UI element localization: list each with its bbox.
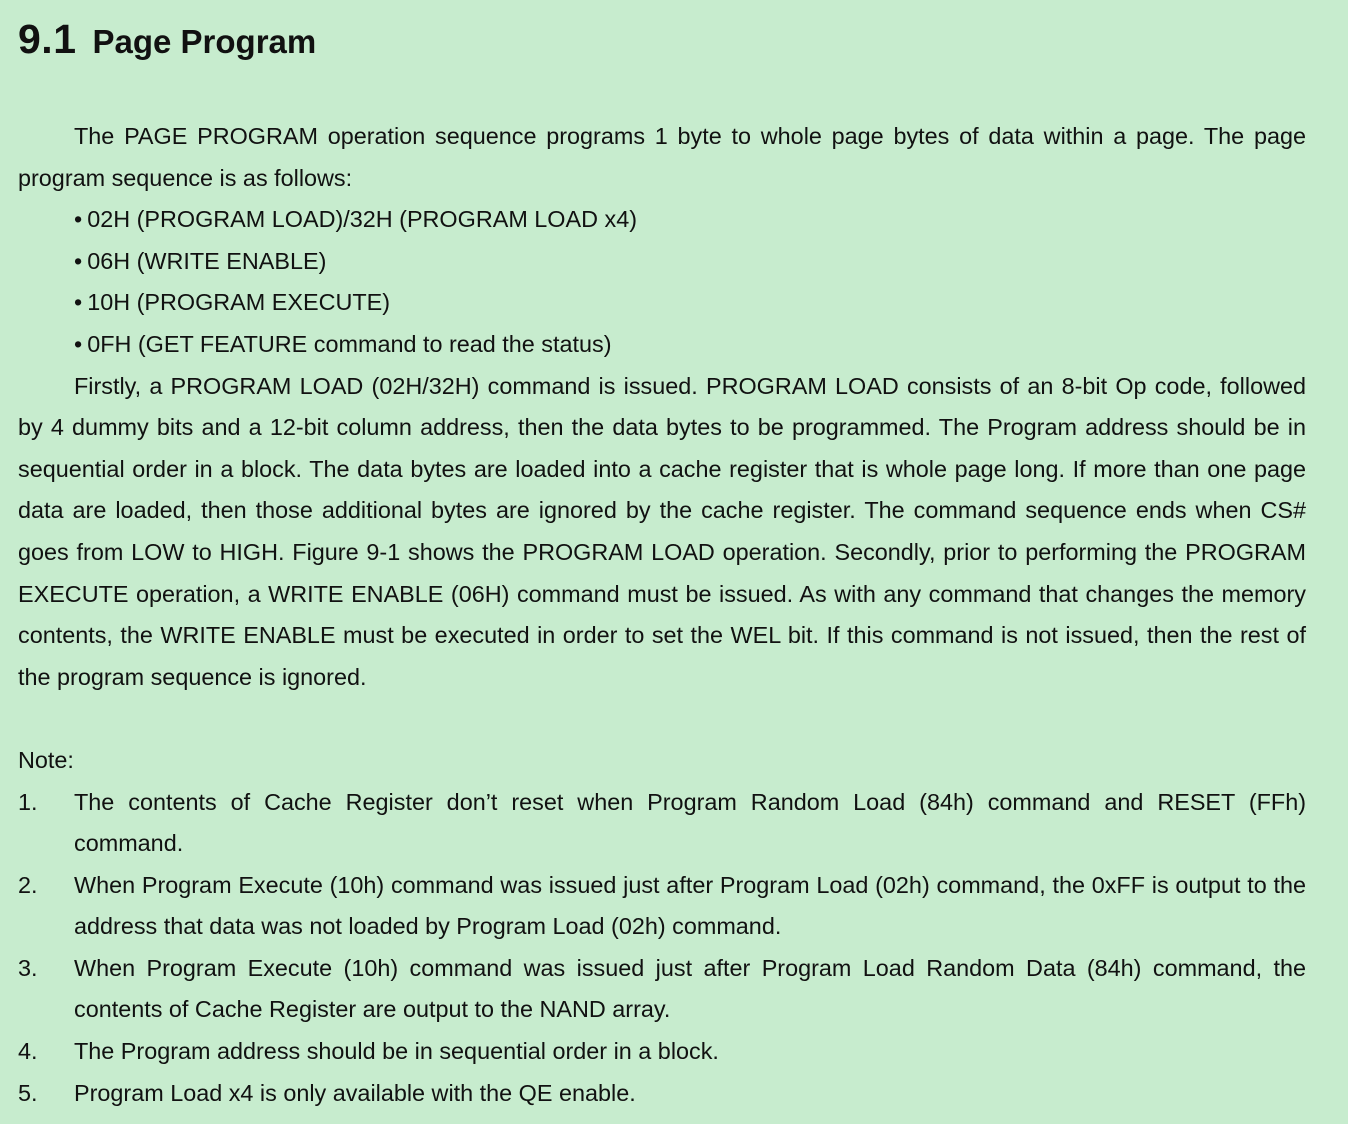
bullet-icon: • bbox=[74, 247, 83, 274]
bullet-icon: • bbox=[74, 330, 83, 357]
sequence-item bbox=[74, 199, 1306, 241]
note-number: 3. bbox=[18, 954, 38, 981]
bullet-icon: • bbox=[74, 289, 83, 316]
note-number: 1. bbox=[18, 788, 38, 815]
bullet-icon: • bbox=[74, 206, 83, 233]
note-text: Program Load x4 is only available with the QE enable. bbox=[74, 1079, 636, 1106]
note-text: When Program Execute (10h) command was issued just after Program Load (02h) command, the 0xFF is output to the address that data was not loaded by Program Load (02h) command. bbox=[74, 871, 1306, 940]
note-number: 4. bbox=[18, 1038, 38, 1065]
section-heading bbox=[18, 16, 316, 63]
note-number: 5. bbox=[18, 1079, 38, 1106]
intro-paragraph: The PAGE PROGRAM operation sequence programs 1 byte to whole page bytes of data within a page. The page program sequence is as follows: bbox=[18, 123, 1306, 191]
program-sequence-list bbox=[18, 199, 1306, 365]
description-paragraph: Firstly, a PROGRAM LOAD (02H/32H) command is issued. PROGRAM LOAD consists of an 8-bit Op code, followed by 4 dummy bits and a 12-bit column address, then the data bytes to be programmed. The Program address should be in sequential order in a block. The data bytes are loaded into a cache register that is whole page long. If more than one page data are loaded, then those additional bytes are ignored by the cache register. The command sequence ends when CS# goes from LOW to HIGH. Figure 9-1 shows the PROGRAM LOAD operation. Secondly, prior to performing the PROGRAM EXECUTE operation, a WRITE ENABLE (06H) command must be issued. As with any command that changes the memory contents, the WRITE ENABLE must be executed in order to set the WEL bit. If this command is not issued, then the rest of the program sequence is ignored. bbox=[18, 372, 1306, 690]
sequence-item bbox=[74, 324, 1306, 366]
note-text: The contents of Cache Register don’t reset when Program Random Load (84h) command and RESET (FFh) command. bbox=[74, 788, 1306, 857]
note-item bbox=[18, 1073, 1306, 1115]
sequence-item bbox=[74, 241, 1306, 283]
section-body bbox=[18, 116, 1306, 1114]
sequence-item-text: 0FH (GET FEATURE command to read the status) bbox=[87, 330, 612, 357]
note-item bbox=[18, 948, 1306, 1031]
section-title: Page Program bbox=[92, 23, 317, 60]
sequence-item-text: 02H (PROGRAM LOAD)/32H (PROGRAM LOAD x4) bbox=[87, 206, 637, 233]
note-item bbox=[18, 865, 1306, 948]
note-number: 2. bbox=[18, 871, 38, 898]
note-label: Note: bbox=[18, 746, 74, 773]
notes-list bbox=[18, 782, 1306, 1115]
note-text: When Program Execute (10h) command was issued just after Program Load Random Data (84h) command, the contents of Cache Register are output to the NAND array. bbox=[74, 954, 1306, 1023]
note-item bbox=[18, 1031, 1306, 1073]
sequence-item-text: 10H (PROGRAM EXECUTE) bbox=[87, 289, 391, 316]
note-text: The Program address should be in sequential order in a block. bbox=[74, 1038, 719, 1065]
note-item bbox=[18, 782, 1306, 865]
section-number: 9.1 bbox=[18, 16, 77, 62]
sequence-item-text: 06H (WRITE ENABLE) bbox=[87, 247, 327, 274]
sequence-item bbox=[74, 282, 1306, 324]
